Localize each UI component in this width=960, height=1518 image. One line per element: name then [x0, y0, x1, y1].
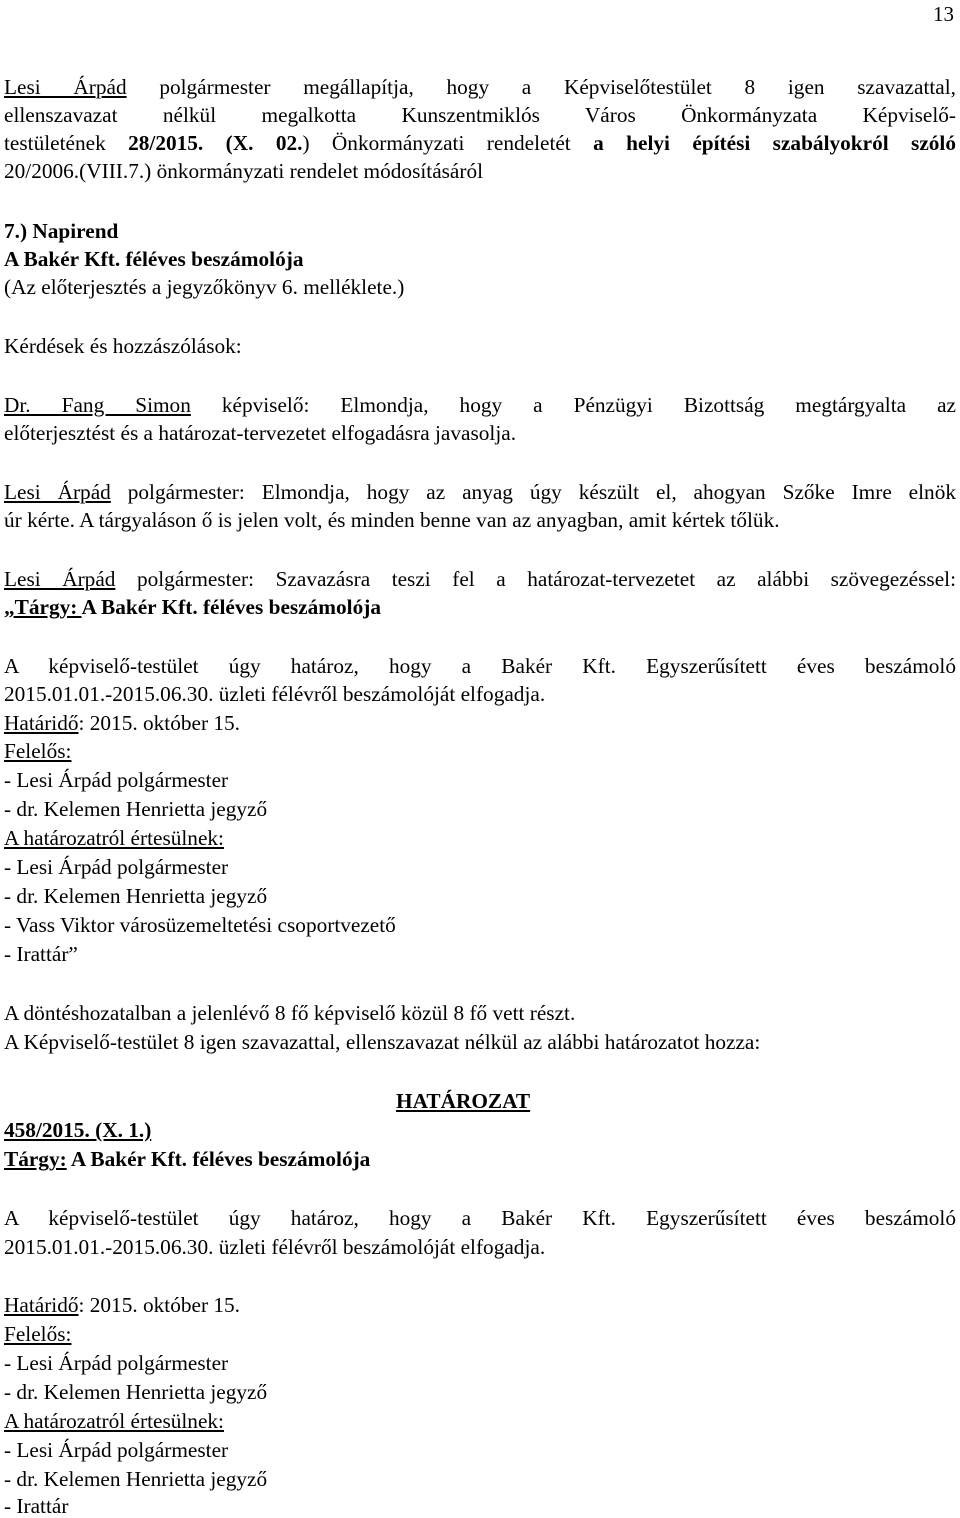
p1-line-2: ellenszavazat nélkül megalkotta Kunszentmiklós Város Önkormányzata Képviselő-	[4, 103, 956, 127]
draft-line-2: 2015.01.01.-2015.06.30. üzleti félévről beszámolóját elfogadja.	[4, 682, 546, 706]
speaker-name: Lesi Árpád	[4, 75, 127, 99]
resolution-heading: HATÁROZAT	[396, 1089, 531, 1113]
resolution-responsible-2: - dr. Kelemen Henrietta jegyző	[4, 1380, 268, 1404]
vote-line-1: A döntéshozatalban a jelenlévő 8 fő képviselő közül 8 fő vett részt.	[4, 1001, 576, 1025]
vote-line-2: A Képviselő-testület 8 igen szavazattal, ellenszavazat nélkül az alábbi határozatot hozza:	[4, 1030, 761, 1054]
p1-line-4: 20/2006.(VIII.7.) önkormányzati rendelet módosításáról	[4, 159, 484, 183]
speaker-name: Lesi Árpád	[4, 567, 116, 591]
resolution-number: 458/2015. (X. 1.)	[4, 1118, 152, 1142]
draft-notified-2: - dr. Kelemen Henrietta jegyző	[4, 884, 268, 908]
resolution-deadline: Határidő: 2015. október 15.	[4, 1293, 240, 1317]
draft-line-1: A képviselő-testület úgy határoz, hogy a Bakér Kft. Egyszerűsített éves beszámoló	[4, 654, 956, 678]
fang-line-1: Dr. Fang Simon képviselő: Elmondja, hogy a Pénzügyi Bizottság megtárgyalta az	[4, 393, 956, 417]
draft-notified-3: - Vass Viktor városüzemeltetési csoportvezető	[4, 913, 396, 937]
resolution-notified-label: A határozatról értesülnek:	[4, 1409, 224, 1433]
draft-notified-4: - Irattár”	[4, 942, 78, 966]
draft-notified-label: A határozatról értesülnek:	[4, 826, 224, 850]
p1-line-1: Lesi Árpád polgármester megállapítja, hogy a Képviselőtestület 8 igen szavazattal,	[4, 75, 956, 99]
lesi2-line-1: Lesi Árpád polgármester: Szavazásra teszi fel a határozat-tervezetet az alábbi szövegezéssel:	[4, 567, 956, 591]
speaker-name: Lesi Árpád	[4, 480, 111, 504]
resolution-notified-2: - dr. Kelemen Henrietta jegyző	[4, 1467, 268, 1491]
lesi1-line-2: úr kérte. A tárgyaláson ő is jelen volt, és minden benne van az anyagban, amit kértek tőlük.	[4, 508, 780, 532]
draft-responsible-label: Felelős:	[4, 739, 72, 763]
page-number: 13	[933, 2, 954, 26]
p1-line-3: testületének 28/2015. (X. 02.) Önkormányzati rendeletét a helyi építési szabályokról szóló	[4, 131, 956, 155]
draft-deadline: Határidő: 2015. október 15.	[4, 711, 240, 735]
lesi1-line-1: Lesi Árpád polgármester: Elmondja, hogy az anyag úgy készült el, ahogyan Szőke Imre elnök	[4, 480, 957, 504]
agenda-title: A Bakér Kft. féléves beszámolója	[4, 247, 304, 271]
draft-responsible-1: - Lesi Árpád polgármester	[4, 768, 229, 792]
draft-responsible-2: - dr. Kelemen Henrietta jegyző	[4, 797, 268, 821]
fang-line-2: előterjesztést és a határozat-tervezetet elfogadásra javasolja.	[4, 421, 517, 445]
resolution-notified-3: - Irattár	[4, 1494, 69, 1518]
speaker-name: Dr. Fang Simon	[4, 393, 191, 417]
resolution-notified-1: - Lesi Árpád polgármester	[4, 1438, 229, 1462]
resolution-responsible-1: - Lesi Árpád polgármester	[4, 1351, 229, 1375]
lesi2-subject: „Tárgy: A Bakér Kft. féléves beszámolója	[4, 595, 381, 619]
agenda-note: (Az előterjesztés a jegyzőkönyv 6. melléklete.)	[4, 275, 405, 299]
agenda-number: 7.) Napirend	[4, 219, 119, 243]
resolution-responsible-label: Felelős:	[4, 1322, 72, 1346]
resolution-line-2: 2015.01.01.-2015.06.30. üzleti félévről beszámolóját elfogadja.	[4, 1235, 546, 1259]
resolution-line-1: A képviselő-testület úgy határoz, hogy a Bakér Kft. Egyszerűsített éves beszámoló	[4, 1206, 956, 1230]
draft-notified-1: - Lesi Árpád polgármester	[4, 855, 229, 879]
resolution-subject: Tárgy: A Bakér Kft. féléves beszámolója	[4, 1147, 371, 1171]
questions-heading: Kérdések és hozzászólások:	[4, 334, 242, 358]
